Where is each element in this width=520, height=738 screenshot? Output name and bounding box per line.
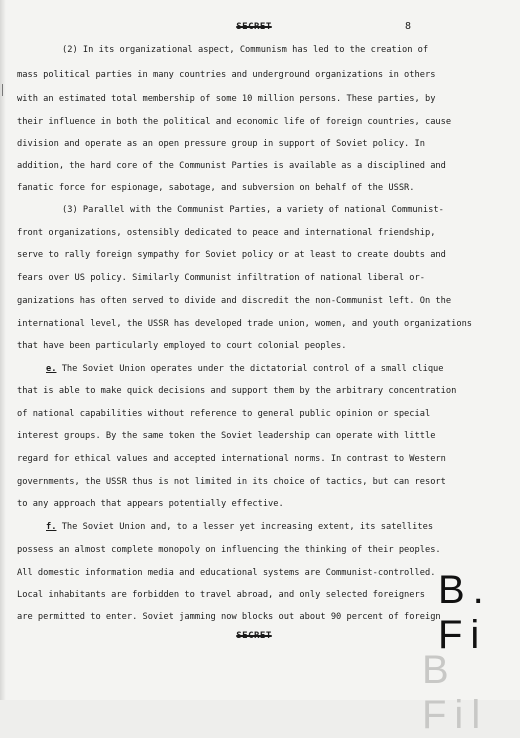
text-line: division and operate as an open pressure group in support of Soviet policy. In <box>17 139 425 149</box>
text-line: fears over US policy. Similarly Communist infiltration of national liberal or- <box>17 273 425 283</box>
text-line: addition, the hard core of the Communist Parties is available as a disciplined and <box>17 161 446 171</box>
text-line: front organizations, ostensibly dedicated to peace and international friendship, <box>17 228 436 238</box>
text-line: governments, the USSR thus is not limited in its choice of tactics, but can resort <box>17 477 446 487</box>
paragraph-marker: e. <box>46 364 57 374</box>
text-line: regard for ethical values and accepted international norms. In contrast to Western <box>17 454 446 464</box>
text-line: international level, the USSR has developed trade union, women, and youth organizations <box>17 319 473 329</box>
text-line: possess an almost complete monopoly on influencing the thinking of their peoples. <box>17 545 441 555</box>
text-line: mass political parties in many countries and underground organizations in others <box>17 70 436 80</box>
text-line: serve to rally foreign sympathy for Soviet policy or at least to create doubts and <box>17 250 446 260</box>
paragraph-marker: f. <box>46 522 57 532</box>
header-classification: SECRET <box>236 22 272 32</box>
margin-mark <box>2 84 9 96</box>
text-line: f. The Soviet Union and, to a lesser yet increasing extent, its satellites <box>46 522 434 532</box>
text-line: ganizations has often served to divide and discredit the non-Communist left. On the <box>17 296 452 306</box>
overlay-letters: B. Fi <box>438 568 492 657</box>
text-line: interest groups. By the same token the Soviet leadership can operate with little <box>17 431 436 441</box>
page-number: 8 <box>405 21 412 32</box>
text-line: fanatic force for espionage, sabotage, and subversion on behalf of the USSR. <box>17 183 415 193</box>
text-line: Local inhabitants are forbidden to travel abroad, and only selected foreigners <box>17 590 425 600</box>
text-line: are permitted to enter. Soviet jamming now blocks out about 90 percent of foreign <box>17 612 441 622</box>
text-line: of national capabilities without reference to general public opinion or special <box>17 409 431 419</box>
text-line: that is able to make quick decisions and support them by the arbitrary concentration <box>17 386 457 396</box>
ghost-letters: B Fil <box>422 648 489 737</box>
footer-classification: SECRET <box>236 631 272 641</box>
text-line: their influence in both the political and economic life of foreign countries, cause <box>17 117 452 127</box>
text-line: that have been particularly employed to court colonial peoples. <box>17 341 347 351</box>
text-line: e. The Soviet Union operates under the dictatorial control of a small clique <box>46 364 444 374</box>
text-line: (3) Parallel with the Communist Parties, a variety of national Communist- <box>62 205 444 215</box>
text-line: with an estimated total membership of some 10 million persons. These parties, by <box>17 94 436 104</box>
text-line: (2) In its organizational aspect, Communism has led to the creation of <box>62 45 429 55</box>
text-line: All domestic information media and educational systems are Communist-controlled. <box>17 568 436 578</box>
text-line: to any approach that appears potentially effective. <box>17 499 284 509</box>
